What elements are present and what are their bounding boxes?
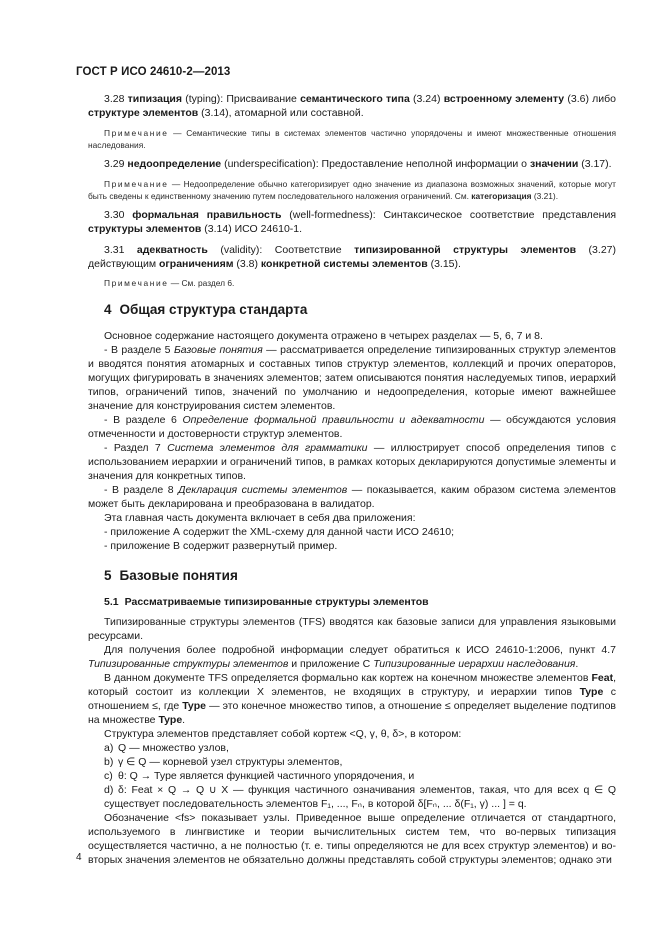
subsection-5-1-heading: 5.1 Рассматриваемые типизированные структуры элементов [104,596,429,608]
term-3-30: 3.30 формальная правильность (well-formedness): Синтаксическое соответствие представления структуры элементов (3.14) ИСО 24610-1. [88,209,617,235]
term-3-29: 3.29 недоопределение (underspecification): Предоставление неполной информации о значении (3.17). [104,158,612,170]
list-item-c: c) θ: Q → Type является функцией частичного упорядочения, и [104,770,415,782]
s51-paragraph-3: В данном документе TFS определяется формально как кортеж на конечном множестве элементов Feat, который состоит из коллекции X элементов, не входящих в структуру, и иерархии типов Type с отношением ≤, где Type — это конечное множество типов, а отношение ≤ определяет выделение подтипов на множестве Type. [88,672,617,726]
s51-paragraph-4: Структура элементов представляет собой кортеж <Q, γ, θ, δ>, в котором: [104,728,462,740]
list-item-a: a) Q — множество узлов, [104,742,229,754]
s4-paragraph-2: - В разделе 5 Базовые понятия — рассматривается определение типизированных структур элементов и вводятся понятия атомарных и составных типов структур элементов, коллекций и прочих операторов, могущих фигурировать в значениях элементов; затем описываются понятия наследуемых типов, иерархий типов, ограничений типов, значений по умолчанию и недоопределения, которые имеют важнейшее значение для конструирования систем элементов. [88,344,616,412]
list-item-b: b) γ ∈ Q — корневой узел структуры элементов, [104,756,343,768]
s51-paragraph-2: Для получения более подробной информации следует обратиться к ИСО 24610-1:2006, пункт 4.7 Типизированные структуры элементов и приложение С Типизированные иерархии наследования. [88,644,616,670]
section-5-heading: 5 Базовые понятия [104,568,238,583]
term-3-31: 3.31 адекватность (validity): Соответствие типизированной структуры элементов (3.27) действующим ограничениям (3.8) конкретной системы элементов (3.15). [88,244,616,270]
note-3-29: Примечание — Недоопределение обычно категоризирует одно значение из диапазона возможных значений, которые могут быть сведены к единственному значению путем последовательного наложения ограничений. См. категоризация (3.21). [88,179,616,201]
s51-paragraph-1: Типизированные структуры элементов (TFS) вводятся как базовые записи для управления языковыми ресурсами. [88,616,616,642]
s51-paragraph-5: Обозначение <fs> показывает узлы. Приведенное выше определение отличается от стандартного, используемого в лингвистике и теории вычислительных систем тем, что во-первых типизация осуществляется частично, а не полностью (т. е. типы определяются не для всех структур элементов) и во-вторых значения элементов не обязательно должны представлять собой структуры элементов; однако эти [88,812,616,866]
s4-paragraph-1: Основное содержание настоящего документа отражено в четырех разделах — 5, 6, 7 и 8. [104,330,543,342]
page-header: ГОСТ Р ИСО 24610-2—2013 [76,66,231,78]
note-3-31: Примечание — См. раздел 6. [104,278,235,288]
page-number: 4 [76,852,82,863]
s4-paragraph-6: Эта главная часть документа включает в себя два приложения: [104,512,416,524]
section-4-heading: 4 Общая структура стандарта [104,302,308,317]
term-3-28: 3.28 типизация (typing): Присваивание семантического типа (3.24) встроенному элементу (3.6) либо структуре элементов (3.14), атомарной или составной. [88,93,617,119]
s4-paragraph-7: - приложение А содержит the XML-схему для данной части ИСО 24610; [104,526,454,538]
note-3-28: Примечание — Семантические типы в системах элементов частично упорядочены и имеют множественные отношения наследования. [88,128,616,150]
list-item-d: d) δ: Feat × Q → Q ∪ X — функция частичного означивания элементов, такая, что для всех q ∈ Q существует последовательность элементов F₁, ..., Fₙ, в которой δ[Fₙ, ... δ(F₁, γ) ... ] = q. [104,784,616,810]
s4-paragraph-5: - В разделе 8 Декларация системы элементов — показывается, каким образом система элементов может быть декларирована и преобразована в валидатор. [88,484,616,510]
s4-paragraph-3: - В разделе 6 Определение формальной правильности и адекватности — обсуждаются условия отмеченности и достоверности структур элементов. [88,414,616,440]
page-content [88,92,616,867]
s4-paragraph-4: - Раздел 7 Система элементов для грамматики — иллюстрирует способ определения типов с использованием иерархии и ограничений типов, в рамках которых декларируются допустимые элементы и значения для конкретных типов. [88,442,616,482]
s4-paragraph-8: - приложение В содержит развернутый пример. [104,540,338,552]
